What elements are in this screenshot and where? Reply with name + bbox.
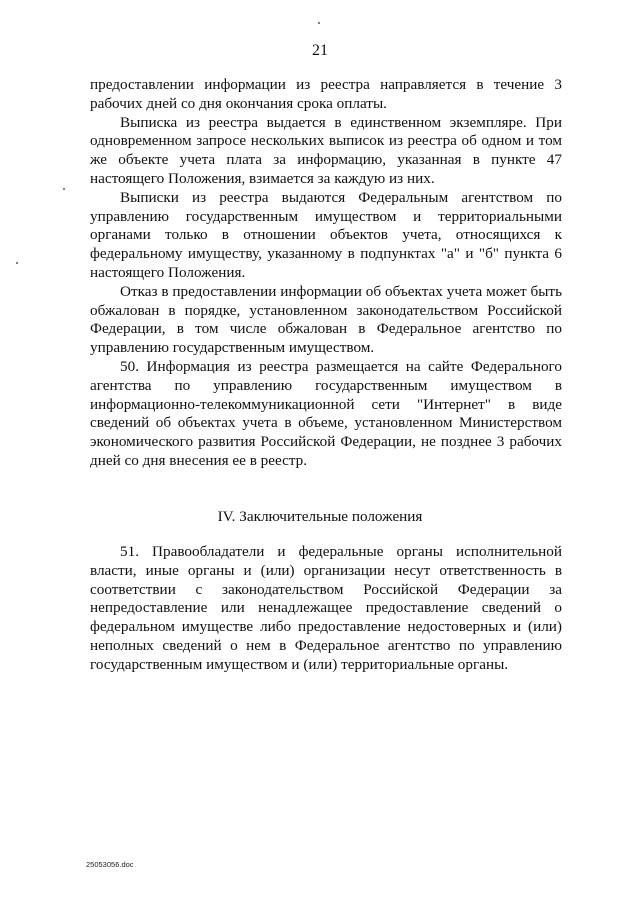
paragraph-extract-issuers: Выписки из реестра выдаются Федеральным агентством по управлению государственным имуществом и территориальными органами только в отношении объектов учета, относящихся к федеральному имуществу, указанному в подпунктах "а" и "б" пункта 6 настоящего Положения.: [90, 188, 562, 281]
document-body: [90, 76, 562, 471]
footer-filename: 25053056.doc: [86, 860, 134, 869]
page-number: 21: [312, 42, 328, 59]
paragraph-item-50: 50. Информация из реестра размещается на сайте Федерального агентства по управлению государственным имуществом в информационно-телекоммуникационной сети "Интернет" в виде сведений об объектах учета в объеме, установленном Министерством экономического развития Российской Федерации, не позднее 3 рабочих дней со дня внесения ее в реестр.: [90, 357, 562, 469]
section-body: [90, 543, 562, 675]
paragraph-continuation: предоставлении информации из реестра направляется в течение 3 рабочих дней со дня окончания срока оплаты.: [90, 76, 562, 112]
scan-speck: [318, 22, 320, 24]
paragraph-extract-single-copy: Выписка из реестра выдается в единственном экземпляре. При одновременном запросе нескольких выписок из реестра об одном и том же объекте учета плата за информацию, указанная в пункте 47 настоящего Положения, взимается за каждую из них.: [90, 113, 562, 187]
paragraph-item-51: 51. Правообладатели и федеральные органы исполнительной власти, иные органы и (или) организации несут ответственность в соответствии с законодательством Российской Федерации за непредоставление или ненадлежащее предоставление сведений о федеральном имуществе либо предоставление недостоверных и (или) неполных сведений о нем в Федеральное агентство по управлению государственным имуществом и (или) территориальные органы.: [90, 543, 562, 673]
scan-speck: [63, 188, 65, 190]
paragraph-refusal-appeal: Отказ в предоставлении информации об объектах учета может быть обжалован в порядке, установленном законодательством Российской Федерации, в том числе обжалован в Федеральное агентство по управлению государственным имуществом.: [90, 282, 562, 357]
section-heading: IV. Заключительные положения: [217, 508, 423, 525]
scan-speck: [16, 262, 18, 264]
